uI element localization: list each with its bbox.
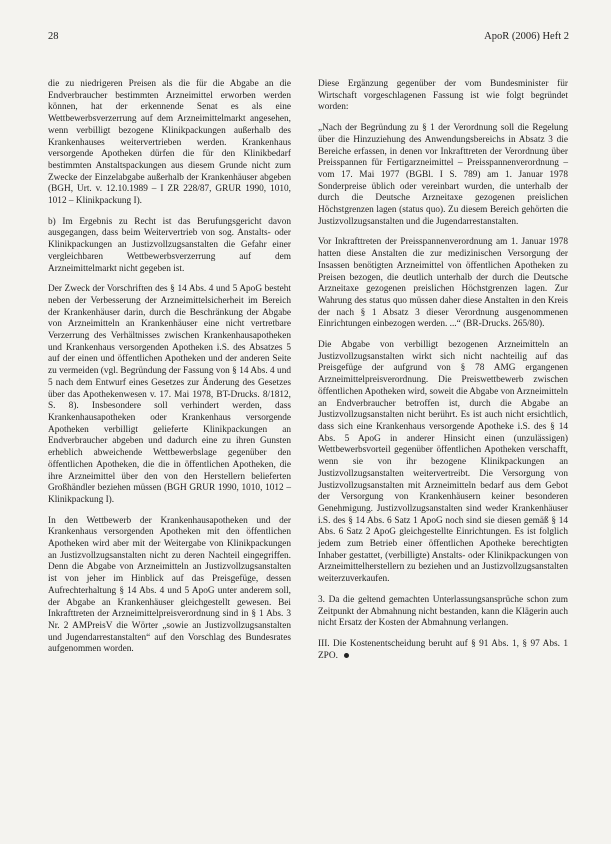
final-sentence: III. Die Kostenentscheidung beruht auf § 91 Abs. 1, § 97 Abs. 1 ZPO. bbox=[318, 638, 568, 661]
end-mark-icon bbox=[344, 653, 349, 658]
paragraph: Der Zweck der Vorschriften des § 14 Abs. 4 und 5 ApoG besteht neben der Verbesserung der Arzneimittelsicherheit im Bereich der Krankenhäuser darin, durch die Beschränkung der Abgabe von Arzneimitteln an Krankenhäuser eine nicht vertretbare Verzerrung des Verhältnisses zwischen Krankenhausapotheken und Krankenhaus versorgenden Apotheken i.S. des Absatzes 5 auf der einen und öffentlichen Apotheken und der anderen Seite zu vermeiden (vgl. Begründung der Fassung von § 14 Abs. 4 und 5 nach dem Entwurf eines Gesetzes zur Änderung des Gesetzes über das Apothekenwesen v. 17. Mai 1978, BT-Drucks. 8/1812, S. 8). Insbesondere soll verhindert werden, dass Krankenhausapotheken oder Krankenhaus versorgende Apotheken verbilligt gelieferte Klinikpackungen an Endverbraucher abgeben und dadurch eine zu ihren Gunsten erheblich abweichende Wettbewerbslage gegenüber den öffentlichen Apotheken, die die in öffentlichen Apotheken, die ihre Arzneimittel über den von den Herstellern belieferten Großhändler beziehen müssen (BGH GRUR 1990, 1010, 1012 – Klinikpackung I). bbox=[48, 284, 291, 505]
paragraph: Diese Ergänzung gegenüber der vom Bundesminister für Wirtschaft vorgeschlagenen Fassung ist wie folgt begründet worden: bbox=[318, 79, 568, 113]
paragraph: „Nach der Begründung zu § 1 der Verordnung soll die Regelung über die Hinzuziehung des Anwendungsbereichs in Absatz 3 die Bereiche erfassen, in denen vor Inkrafttreten der Verordnung über Preisspannen für Fertigarzneimittel – Preisspannenverordnung – vom 17. Mai 1977 (BGBl. I S. 789) am 1. Januar 1978 Sonderpreise üblich oder vereinbart wurden, die unterhalb der durch die Deutsche Arzneitaxe gezogenen preislichen Höchstgrenzen lagen (status quo). Zu diesem Bereich gehörten die Justizvollzugsanstalten und die Jugendarrestanstalten. bbox=[318, 123, 568, 227]
journal-citation: ApoR (2006) Heft 2 bbox=[484, 31, 569, 42]
paragraph: Vor Inkrafttreten der Preisspannenverordnung am 1. Januar 1978 hatten diese Anstalten die zur medizinischen Versorgung der Insassen benötigten Arzneimittel von öffentlichen Apotheken zu Preisen bezogen, die deutlich unterhalb der durch die Deutsche Arzneitaxe gezogenen preislichen Höchstgrenzen lagen. Zur Wahrung des status quo müssen daher diese Anstalten in den Kreis der nach § 1 Absatz 3 dieser Verordnung ausgenommenen Einrichtungen einbezogen werden. ...“ (BR-Drucks. 265/80). bbox=[318, 237, 568, 330]
paragraph: 3. Da die geltend gemachten Unterlassungsansprüche schon zum Zeitpunkt der Abmahnung nicht bestanden, kann die Klägerin auch nicht Ersatz der Kosten der Abmahnung verlangen. bbox=[318, 594, 568, 629]
paragraph: In den Wettbewerb der Krankenhausapotheken und der Krankenhaus versorgenden Apotheken mit den öffentlichen Apotheken wird aber mit der Weitergabe von Klinikpackungen an Justizvollzugsanstalten nicht zu deren Nachteil eingegriffen. Denn die Abgabe von Arzneimitteln an Justizvollzugsanstalten ist von jeher im Hinblick auf das Preisgefüge, dessen Aufrechterhaltung § 14 Abs. 4 und 5 ApoG unter anderem soll, der Abgabe an Krankenhäuser gleichgestellt gewesen. Bei Inkrafttreten der Arzneimittelpreisverordnung sind in § 1 Abs. 3 Nr. 2 AMPreisV die Wörter „sowie an Justizvollzugsanstalten und Jugendarrestanstalten“ auf den Vorschlag des Bundesrates aufgenommen worden. bbox=[48, 515, 291, 655]
paragraph: Die Abgabe von verbilligt bezogenen Arzneimitteln an Justizvollzugsanstalten wirkt sich nicht nachteilig auf das Preisgefüge der aufgrund von § 78 AMG ergangenen Arzneimittelpreisverordnung. Die Preiswettbewerb zwischen öffentlichen Apotheken wird, soweit die Abgabe von Arzneimitteln an Endverbraucher betroffen ist, durch die Abgabe an Justizvollzugsanstalten nicht berührt. Es ist auch nicht ersichtlich, dass sich eine Krankenhaus versorgende Apotheke i.S. des § 14 Abs. 5 ApoG in anderer Hinsicht einen (unzulässigen) Wettbewerbsvorteil gegenüber öffentlichen Apotheken verschafft, wenn sie von ihr bezogene Klinikpackungen an Justizvollzugsanstalten weitervertreibt. Die Versorgung von Justizvollzugsanstalten mit Arzneimitteln bedarf aus dem Gebot der Versorgung von Krankenhäusern keiner besonderen Genehmigung. Justizvollzugsanstalten sind weder Krankenhäuser i.S. des § 14 Abs. 6 Satz 1 ApoG noch sind sie diesen gemäß § 14 Abs. 6 Satz 2 ApoG gleichgestellte Einrichtungen. Es ist folglich jedem zum Betrieb einer öffentlichen Apotheke berechtigten Inhaber gestattet, (verbilligte) Anstalts- oder Klinikpackungen von Arzneimittelherstellern zu beziehen und an Justizvollzugsanstalten weiterzuverkaufen. bbox=[318, 340, 568, 585]
left-column bbox=[48, 79, 291, 665]
paragraph: b) Im Ergebnis zu Recht ist das Berufungsgericht davon ausgegangen, dass beim Weitervertrieb von sog. Anstalts- oder Klinikpackungen an Justizvollzugsanstalten die Gefahr einer vergleichbaren Wettbewerbsverzerrung auf dem Arzneimittelmarkt nicht gegeben ist. bbox=[48, 216, 291, 274]
paragraph: die zu niedrigeren Preisen als die für die Abgabe an die Endverbraucher bestimmten Arzneimittel erworben werden können, hat der erkennende Senat es als eine Wettbewerbsverzerrung auf dem Arzneimittelmarkt angesehen, wenn verbilligt bezogene Klinikpackungen außerhalb des Krankenhauses weitervertrieben werden. Krankenhaus versorgende Apotheken dürfen die für den Klinikbedarf bestimmten Anstaltspackungen aus diesem Grunde nicht zum Zwecke der Einzelabgabe außerhalb der Krankenhäuser abgeben (BGH, Urt. v. 12.10.1989 – I ZR 228/87, GRUR 1990, 1010, 1012 – Klinikpackung I). bbox=[48, 79, 291, 207]
page-header bbox=[48, 31, 569, 45]
page-number: 28 bbox=[48, 31, 59, 42]
right-column bbox=[318, 79, 568, 671]
paragraph-last bbox=[318, 639, 568, 662]
